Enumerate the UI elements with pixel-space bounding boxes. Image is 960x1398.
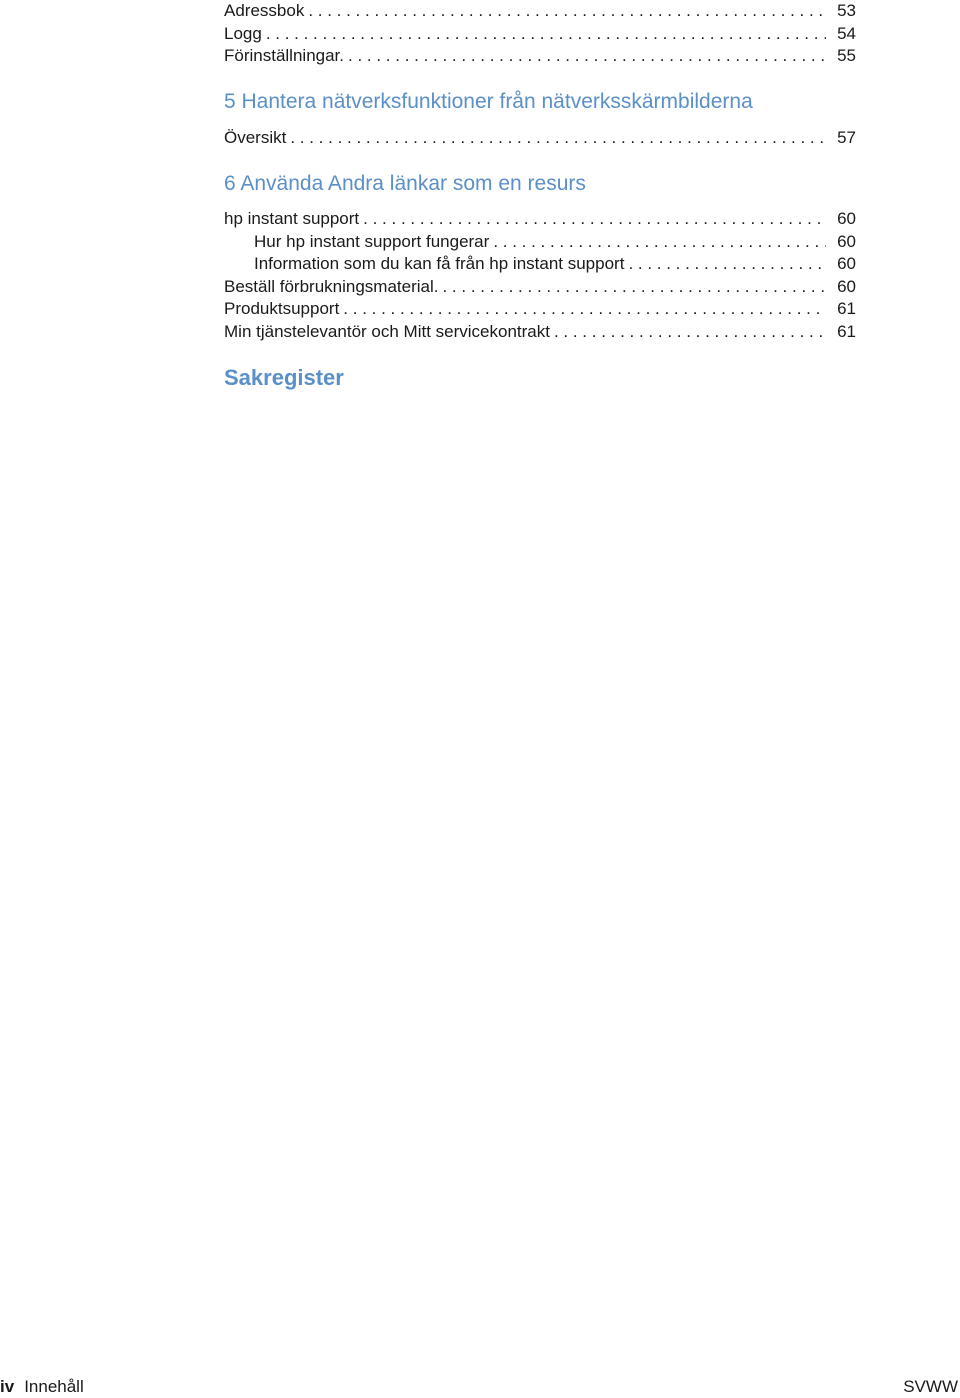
toc-entry-adressbok[interactable]: [224, 0, 856, 23]
toc-entry-label: hp instant support: [224, 209, 360, 228]
footer-document-code: SVWW: [903, 1377, 958, 1396]
toc-entry-label: Översikt: [224, 127, 287, 147]
toc-entry-label: Förinställningar.: [224, 46, 345, 65]
toc-page-number: 60: [837, 276, 856, 296]
dot-leader: [442, 276, 826, 299]
dot-leader: [290, 127, 826, 150]
toc-page-number: 60: [837, 231, 856, 251]
toc-entry-label: Logg: [224, 23, 262, 43]
footer-page-number: iv: [0, 1377, 15, 1396]
index-heading[interactable]: Sakregister: [224, 365, 344, 390]
toc-page-number: 53: [837, 1, 856, 20]
toc-entry-label: Adressbok: [224, 1, 305, 20]
table-of-contents: [224, 0, 856, 391]
toc-page-number: 61: [837, 321, 856, 341]
dot-leader: [628, 253, 826, 276]
chapter-6-heading[interactable]: 6 Använda Andra länkar som en resurs: [224, 172, 586, 195]
toc-entry-min-tjanstelevantor[interactable]: [224, 321, 856, 344]
toc-entry-label: Produktsupport: [224, 299, 340, 318]
chapter-5-heading[interactable]: 5 Hantera nätverksfunktioner från nätverksskärmbilderna: [224, 89, 753, 113]
toc-page-number: 57: [837, 127, 856, 147]
dot-leader: [363, 208, 826, 231]
toc-entry-produktsupport[interactable]: [224, 298, 856, 321]
dot-leader: [554, 321, 826, 344]
toc-entry-label: Beställ förbrukningsmaterial.: [224, 276, 439, 296]
toc-entry-information[interactable]: [224, 253, 856, 276]
dot-leader: [343, 298, 826, 321]
toc-entry-bestall[interactable]: [224, 276, 856, 299]
dot-leader: [308, 0, 826, 23]
toc-entry-label: Information som du kan få från hp instant support: [254, 254, 625, 273]
toc-entry-hp-instant-support[interactable]: [224, 208, 856, 231]
page-footer-left: [0, 1376, 84, 1398]
toc-page-number: 61: [837, 299, 856, 318]
toc-page-number: 54: [837, 23, 856, 43]
toc-entry-label: Hur hp instant support fungerar: [254, 231, 490, 251]
footer-section-name: Innehåll: [24, 1377, 84, 1396]
toc-entry-hur-fungerar[interactable]: [224, 231, 856, 254]
toc-entry-label: Min tjänstelevantör och Mitt servicekontrakt: [224, 321, 550, 341]
dot-leader: [266, 23, 826, 46]
dot-leader: [348, 45, 826, 68]
toc-page-number: 60: [837, 209, 856, 228]
toc-entry-forinstallningar[interactable]: [224, 45, 856, 68]
toc-page-number: 60: [837, 254, 856, 273]
dot-leader: [493, 231, 826, 254]
toc-page-number: 55: [837, 46, 856, 65]
toc-entry-logg[interactable]: [224, 23, 856, 46]
toc-entry-oversikt[interactable]: [224, 127, 856, 150]
